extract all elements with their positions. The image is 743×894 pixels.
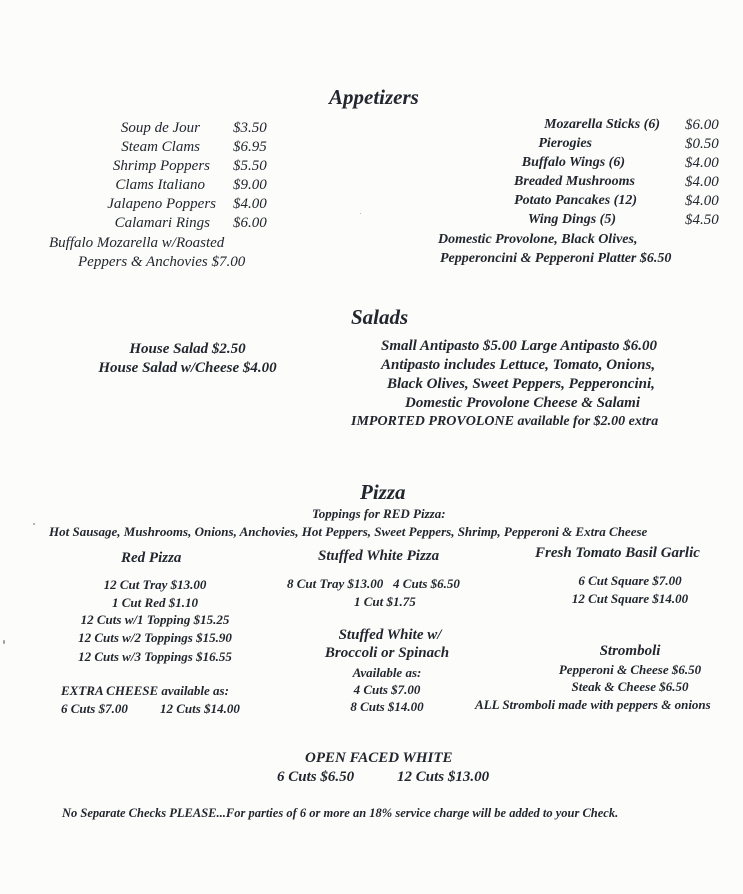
stuffed-white-line-1: 8 Cut Tray $13.00 4 Cuts $6.50 bbox=[287, 576, 460, 591]
menu-item bbox=[470, 174, 730, 193]
item-price: $3.50 bbox=[233, 120, 267, 136]
scan-speck bbox=[33, 523, 35, 525]
item-price: $6.00 bbox=[685, 117, 719, 133]
antipasto-includes: Antipasto includes Lettuce, Tomato, Onions, bbox=[381, 357, 656, 373]
toppings-list: Hot Sausage, Mushrooms, Onions, Anchovies, Hot Peppers, Sweet Peppers, Shrimp, Pepperoni & Extra Cheese bbox=[49, 524, 648, 539]
menu-item bbox=[60, 215, 280, 234]
menu-item bbox=[470, 155, 730, 174]
item-name: Shrimp Poppers bbox=[112, 158, 210, 174]
item-name: Potato Pancakes (12) bbox=[514, 193, 637, 208]
extra-cheese-6: 6 Cuts $7.00 bbox=[61, 701, 128, 716]
scan-speck bbox=[3, 640, 5, 644]
stromboli-item: Pepperoni & Cheese $6.50 bbox=[558, 662, 702, 677]
item-price: $6.95 bbox=[233, 139, 267, 155]
salads-heading: Salads bbox=[351, 305, 409, 329]
menu-item bbox=[60, 139, 280, 158]
extra-cheese-label: EXTRA CHEESE available as: bbox=[61, 683, 229, 698]
antipasto-includes-3: Domestic Provolone Cheese & Salami bbox=[405, 395, 640, 411]
imported-provolone-note: IMPORTED PROVOLONE available for $2.00 extra bbox=[351, 414, 659, 429]
menu-item bbox=[470, 193, 730, 212]
extra-cheese-12: 12 Cuts $14.00 bbox=[160, 701, 240, 716]
item-price: $5.50 bbox=[233, 158, 267, 174]
item-price: $0.50 bbox=[685, 136, 719, 152]
scan-speck bbox=[360, 213, 361, 214]
stuffed-broccoli-item: 8 Cuts $14.00 bbox=[350, 699, 424, 714]
stuffed-broccoli-title-1: Stuffed White w/ bbox=[338, 627, 442, 643]
service-charge-note: No Separate Checks PLEASE...For parties of 6 or more an 18% service charge will be added to your Check. bbox=[62, 806, 619, 820]
menu-item bbox=[470, 136, 730, 155]
house-salad: House Salad $2.50 bbox=[129, 341, 246, 357]
item-price: $9.00 bbox=[233, 177, 267, 193]
menu-item bbox=[470, 212, 730, 231]
fresh-tomato-item: 12 Cut Square $14.00 bbox=[571, 591, 689, 606]
item-price: $4.00 bbox=[685, 193, 719, 209]
stuffed-white-line-2: 1 Cut $1.75 bbox=[354, 594, 416, 609]
item-price: $6.00 bbox=[233, 215, 267, 231]
appetizers-heading: Appetizers bbox=[329, 85, 419, 109]
provolone-platter-line-1: Domestic Provolone, Black Olives, bbox=[438, 232, 638, 247]
item-name: Jalapeno Poppers bbox=[107, 196, 216, 212]
stuffed-broccoli-title-2: Broccoli or Spinach bbox=[324, 645, 450, 661]
toppings-label: Toppings for RED Pizza: bbox=[312, 506, 446, 521]
stromboli-title: Stromboli bbox=[599, 643, 661, 659]
house-salad-cheese: House Salad w/Cheese $4.00 bbox=[98, 360, 277, 376]
stuffed-white-title: Stuffed White Pizza bbox=[318, 548, 440, 564]
item-name: Soup de Jour bbox=[120, 120, 200, 136]
item-price: $4.00 bbox=[685, 174, 719, 190]
item-name: Wing Dings (5) bbox=[527, 212, 616, 227]
stromboli-item: Steak & Cheese $6.50 bbox=[571, 679, 689, 694]
menu-item bbox=[60, 158, 280, 177]
item-name: Clams Italiano bbox=[115, 177, 205, 193]
buffalo-mozarella-line-1: Buffalo Mozarella w/Roasted bbox=[49, 235, 225, 251]
red-pizza-item: 12 Cuts w/2 Toppings $15.90 bbox=[78, 630, 232, 645]
stromboli-note: ALL Stromboli made with peppers & onions bbox=[475, 697, 711, 712]
menu-item bbox=[60, 177, 280, 196]
buffalo-mozarella-line-2: Peppers & Anchovies $7.00 bbox=[78, 254, 246, 270]
stuffed-broccoli-item: 4 Cuts $7.00 bbox=[353, 682, 421, 697]
red-pizza-item: 12 Cuts w/1 Topping $15.25 bbox=[80, 612, 230, 627]
menu-item bbox=[60, 120, 280, 139]
item-price: $4.00 bbox=[685, 155, 719, 171]
item-price: $4.50 bbox=[685, 212, 719, 228]
antipasto-prices: Small Antipasto $5.00 Large Antipasto $6.00 bbox=[381, 338, 658, 354]
pizza-heading: Pizza bbox=[360, 480, 406, 504]
open-faced-title: OPEN FACED WHITE bbox=[305, 750, 453, 766]
red-pizza-item: 12 Cuts w/3 Toppings $16.55 bbox=[78, 649, 232, 664]
fresh-tomato-item: 6 Cut Square $7.00 bbox=[578, 573, 682, 588]
item-price: $4.00 bbox=[233, 196, 267, 212]
open-faced-6-cuts: 6 Cuts $6.50 bbox=[277, 769, 355, 785]
item-name: Mozarella Sticks (6) bbox=[544, 117, 660, 132]
item-name: Calamari Rings bbox=[114, 215, 210, 231]
provolone-platter-line-2: Pepperoncini & Pepperoni Platter $6.50 bbox=[440, 251, 672, 266]
menu-item bbox=[60, 196, 280, 215]
item-name: Breaded Mushrooms bbox=[514, 174, 635, 189]
antipasto-includes-2: Black Olives, Sweet Peppers, Pepperoncini, bbox=[387, 376, 655, 392]
item-name: Steam Clams bbox=[121, 139, 200, 155]
red-pizza-item: 1 Cut Red $1.10 bbox=[112, 595, 198, 610]
red-pizza-title: Red Pizza bbox=[121, 550, 182, 566]
open-faced-12-cuts: 12 Cuts $13.00 bbox=[397, 769, 490, 785]
fresh-tomato-title: Fresh Tomato Basil Garlic bbox=[535, 545, 700, 561]
item-name: Pierogies bbox=[538, 136, 592, 151]
red-pizza-item: 12 Cut Tray $13.00 bbox=[103, 577, 207, 592]
item-name: Buffalo Wings (6) bbox=[521, 155, 625, 170]
available-as-label: Available as: bbox=[352, 665, 422, 680]
menu-item bbox=[470, 117, 730, 136]
